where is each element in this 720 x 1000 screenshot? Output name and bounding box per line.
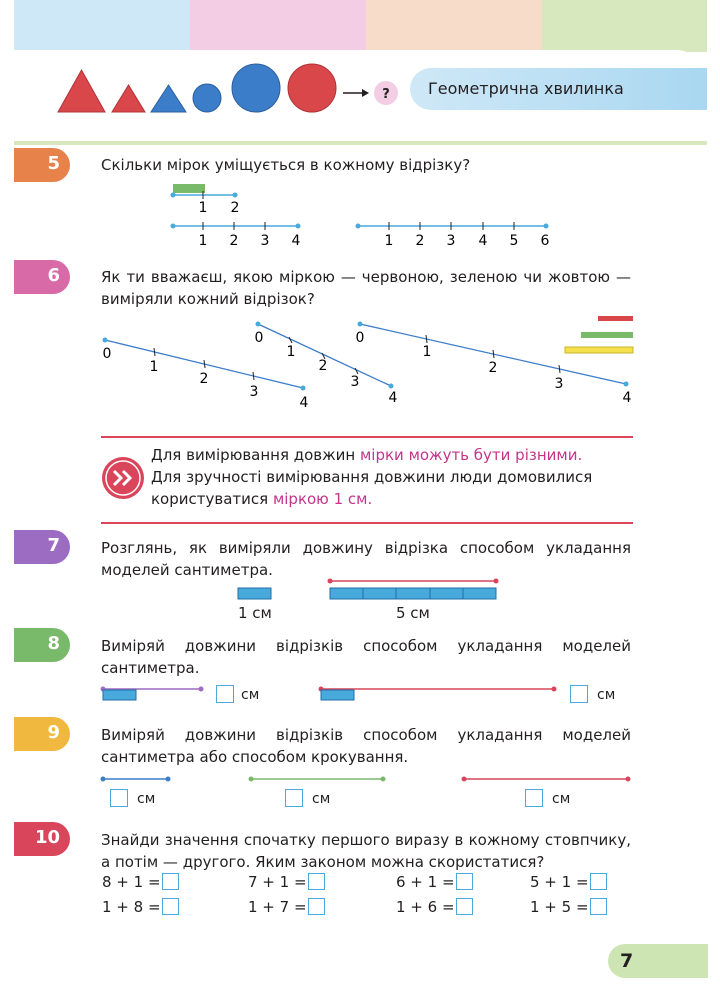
shapes-sequence bbox=[50, 58, 410, 120]
answer-box[interactable] bbox=[110, 789, 128, 807]
task-5-text: Скільки мірок уміщується в кожному відрізку? bbox=[101, 156, 471, 174]
svg-text:4: 4 bbox=[299, 395, 309, 411]
unit-label: см bbox=[241, 687, 260, 703]
svg-text:1: 1 bbox=[149, 359, 159, 375]
task-5-badge bbox=[14, 148, 70, 182]
svg-text:2: 2 bbox=[415, 233, 425, 249]
answer-box[interactable] bbox=[162, 873, 179, 890]
answer-box[interactable] bbox=[216, 685, 234, 703]
svg-text:2: 2 bbox=[229, 233, 239, 249]
answer-box[interactable] bbox=[456, 898, 473, 915]
task-6-badge bbox=[14, 260, 70, 294]
svg-text:4: 4 bbox=[388, 390, 398, 406]
five-cm-model bbox=[330, 588, 496, 599]
top-strip-pink bbox=[190, 0, 366, 52]
task-9-segments bbox=[98, 772, 638, 786]
top-strip-green bbox=[542, 0, 707, 52]
small-blue-circle bbox=[193, 84, 221, 112]
task-10-badge bbox=[14, 822, 70, 856]
segment-b bbox=[258, 324, 391, 386]
expression: 5 + 1 = bbox=[530, 873, 607, 891]
answer-box[interactable] bbox=[590, 898, 607, 915]
section-title: Геометрична хвилинка bbox=[428, 79, 624, 98]
rule-text bbox=[151, 444, 631, 510]
svg-text:1: 1 bbox=[422, 344, 432, 360]
svg-text:4: 4 bbox=[291, 233, 301, 249]
small-blue-triangle bbox=[151, 85, 186, 112]
green-measure bbox=[173, 184, 205, 193]
task-8-number: 8 bbox=[47, 633, 60, 654]
task-6-segments bbox=[95, 312, 645, 412]
label-1cm: 1 см bbox=[238, 604, 272, 622]
big-red-triangle bbox=[58, 70, 105, 112]
task-5-number: 5 bbox=[47, 153, 60, 174]
question-mark: ? bbox=[382, 87, 390, 102]
svg-text:3: 3 bbox=[446, 233, 456, 249]
unit-label: см bbox=[137, 791, 156, 807]
svg-text:3: 3 bbox=[260, 233, 270, 249]
answer-box[interactable] bbox=[285, 789, 303, 807]
expression: 6 + 1 = bbox=[396, 873, 473, 891]
task-7-number: 7 bbox=[47, 535, 60, 556]
task-6-text: Як ти вважаєш, якою міркою — червоною, зеленою чи жовтою — виміряли кожний відрізок? bbox=[101, 268, 631, 308]
rule-line-3: користуватися міркою 1 см. bbox=[151, 490, 373, 508]
expression: 1 + 5 = bbox=[530, 898, 607, 916]
svg-text:4: 4 bbox=[622, 390, 632, 406]
expression: 8 + 1 = bbox=[102, 873, 179, 891]
answer-box[interactable] bbox=[162, 898, 179, 915]
task-9-text: Виміряй довжини відрізків способом укладання моделей сантиметра або способом крокування. bbox=[101, 726, 631, 766]
header-divider bbox=[14, 141, 707, 145]
svg-text:2: 2 bbox=[488, 360, 498, 376]
svg-text:1: 1 bbox=[198, 233, 208, 249]
green-measure bbox=[581, 332, 633, 338]
task-8-segments bbox=[98, 682, 568, 704]
cm-model bbox=[321, 690, 354, 700]
answer-box[interactable] bbox=[525, 789, 543, 807]
svg-text:5: 5 bbox=[509, 233, 519, 249]
section-title-pill bbox=[410, 68, 707, 110]
svg-text:1: 1 bbox=[198, 200, 208, 216]
svg-text:2: 2 bbox=[230, 200, 240, 216]
unit-label: см bbox=[552, 791, 571, 807]
task-7-models bbox=[230, 574, 510, 604]
svg-text:1: 1 bbox=[384, 233, 394, 249]
answer-box[interactable] bbox=[590, 873, 607, 890]
expression: 1 + 6 = bbox=[396, 898, 473, 916]
small-red-triangle bbox=[112, 85, 145, 112]
one-cm-model bbox=[238, 588, 271, 599]
svg-text:0: 0 bbox=[355, 330, 365, 346]
task-5-segments bbox=[165, 178, 565, 252]
task-7-text: Розглянь, як виміряли довжину відрізка способом укладання моделей сантиметра. bbox=[101, 539, 631, 579]
expression: 1 + 7 = bbox=[248, 898, 325, 916]
big-red-circle bbox=[288, 64, 336, 112]
task-10-text: Знайди значення спочатку першого виразу в кожному стовпчику, а потім — другого. Яким законом можна скористатися? bbox=[101, 831, 631, 871]
svg-text:4: 4 bbox=[478, 233, 488, 249]
label-5cm: 5 см bbox=[396, 604, 430, 622]
rule-line-2: Для зручності вимірювання довжини люди домовилися bbox=[151, 468, 593, 486]
task-9-badge bbox=[14, 717, 70, 751]
svg-text:2: 2 bbox=[199, 371, 209, 387]
unit-label: см bbox=[312, 791, 331, 807]
svg-text:3: 3 bbox=[249, 384, 259, 400]
svg-text:6: 6 bbox=[540, 233, 550, 249]
svg-text:1: 1 bbox=[286, 344, 296, 360]
task-8-text: Виміряй довжини відрізків способом укладання моделей сантиметра. bbox=[101, 637, 631, 677]
task-6-number: 6 bbox=[47, 265, 60, 286]
svg-text:0: 0 bbox=[102, 346, 112, 362]
red-measure bbox=[598, 316, 633, 321]
big-blue-circle bbox=[232, 64, 280, 112]
answer-box[interactable] bbox=[570, 685, 588, 703]
task-10-number: 10 bbox=[34, 827, 60, 848]
yellow-measure bbox=[565, 347, 633, 353]
top-strip-peach bbox=[366, 0, 542, 52]
svg-text:3: 3 bbox=[554, 376, 564, 392]
page-number-tab bbox=[608, 944, 708, 978]
task-9-number: 9 bbox=[47, 722, 60, 743]
rule-line-1: Для вимірювання довжин мірки можуть бути різними. bbox=[151, 446, 583, 464]
answer-box[interactable] bbox=[308, 898, 325, 915]
answer-box[interactable] bbox=[308, 873, 325, 890]
arrow-head-icon bbox=[362, 89, 369, 97]
task-8-badge bbox=[14, 628, 70, 662]
expression: 1 + 8 = bbox=[102, 898, 179, 916]
top-strip-blue bbox=[14, 0, 190, 52]
rule-icon bbox=[100, 455, 148, 501]
expression: 7 + 1 = bbox=[248, 873, 325, 891]
task-7-badge bbox=[14, 530, 70, 564]
page-number: 7 bbox=[620, 950, 634, 972]
answer-box[interactable] bbox=[456, 873, 473, 890]
svg-text:0: 0 bbox=[254, 330, 264, 346]
svg-text:2: 2 bbox=[318, 358, 328, 374]
svg-text:3: 3 bbox=[350, 374, 360, 390]
cm-model bbox=[103, 690, 136, 700]
unit-label: см bbox=[597, 687, 616, 703]
